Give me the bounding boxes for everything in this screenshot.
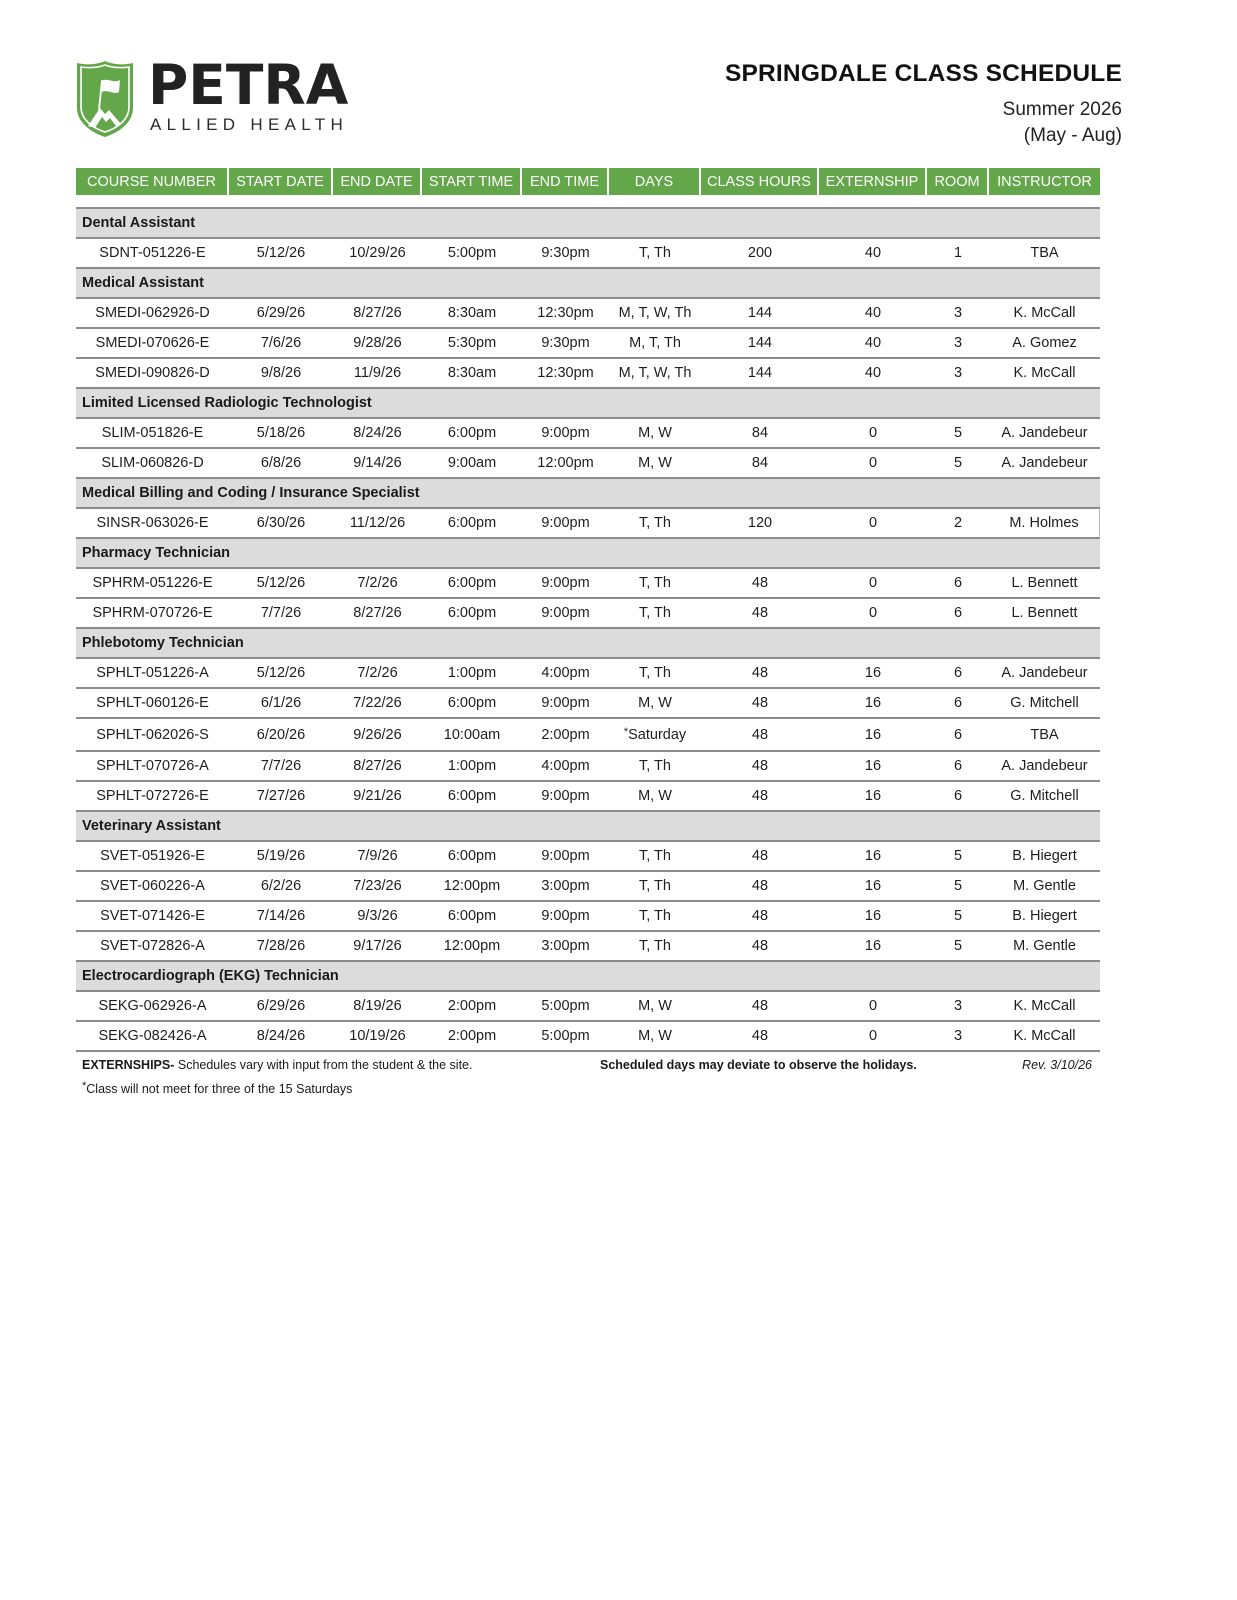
section-header-row [76,539,1100,569]
cell-room: 3 [927,329,989,359]
cell-start-time: 6:00pm [422,782,522,812]
section-title: Limited Licensed Radiologic Technologist [76,389,1100,419]
section-header-row [76,812,1100,842]
cell-end-date: 7/9/26 [333,842,422,872]
column-header-start-date: START DATE [229,168,333,195]
cell-start-date: 6/30/26 [229,509,333,539]
cell-start-date: 5/12/26 [229,239,333,269]
section-header-row [76,389,1100,419]
cell-end-date: 8/24/26 [333,419,422,449]
cell-class-hours: 144 [701,299,819,329]
cell-start-date: 7/27/26 [229,782,333,812]
cell-end-time: 3:00pm [522,932,609,962]
cell-class-hours: 48 [701,872,819,902]
cell-room: 6 [927,782,989,812]
column-header-course-number: COURSE NUMBER [76,168,229,195]
cell-days: M, W [609,782,701,812]
cell-start-date: 6/1/26 [229,689,333,719]
cell-course-number: SVET-071426-E [76,902,229,932]
cell-start-date: 9/8/26 [229,359,333,389]
cell-room: 5 [927,449,989,479]
cell-days: T, Th [609,509,701,539]
cell-end-date: 10/19/26 [333,1022,422,1052]
cell-room: 5 [927,932,989,962]
cell-instructor: A. Jandebeur [989,659,1100,689]
table-row [76,932,1100,962]
cell-room: 1 [927,239,989,269]
cell-externship: 16 [819,689,927,719]
cell-start-date: 6/8/26 [229,449,333,479]
cell-days: T, Th [609,872,701,902]
cell-start-time: 6:00pm [422,902,522,932]
cell-class-hours: 48 [701,932,819,962]
cell-end-time: 12:30pm [522,299,609,329]
cell-instructor: A. Jandebeur [989,752,1100,782]
externships-label: EXTERNSHIPS- [82,1058,175,1072]
cell-externship: 16 [819,752,927,782]
cell-instructor: TBA [989,719,1100,752]
cell-externship: 16 [819,842,927,872]
table-row [76,872,1100,902]
cell-end-time: 4:00pm [522,752,609,782]
spacer-cell [76,195,1100,209]
cell-instructor: L. Bennett [989,569,1100,599]
table-row [76,599,1100,629]
cell-days: T, Th [609,932,701,962]
cell-end-time: 9:00pm [522,419,609,449]
cell-class-hours: 48 [701,902,819,932]
cell-externship: 0 [819,569,927,599]
cell-course-number: SVET-072826-A [76,932,229,962]
cell-instructor: A. Jandebeur [989,419,1100,449]
cell-externship: 40 [819,299,927,329]
cell-externship: 40 [819,239,927,269]
table-row [76,689,1100,719]
section-title: Veterinary Assistant [76,812,1100,842]
cell-end-date: 8/27/26 [333,599,422,629]
section-header-row [76,209,1100,239]
cell-room: 3 [927,1022,989,1052]
cell-start-date: 5/12/26 [229,659,333,689]
cell-start-time: 5:30pm [422,329,522,359]
holidays-note: Scheduled days may deviate to observe the holidays. [600,1058,917,1072]
page-title: SPRINGDALE CLASS SCHEDULE [724,60,1122,87]
cell-days: M, T, W, Th [609,359,701,389]
months-label: (May - Aug) [1023,125,1122,146]
cell-class-hours: 48 [701,752,819,782]
cell-instructor: G. Mitchell [989,689,1100,719]
cell-instructor: A. Gomez [989,329,1100,359]
schedule-table [76,168,1100,1052]
cell-end-date: 9/28/26 [333,329,422,359]
cell-course-number: SINSR-063026-E [76,509,229,539]
cell-end-time: 9:00pm [522,569,609,599]
cell-end-date: 9/26/26 [333,719,422,752]
cell-instructor: K. McCall [989,992,1100,1022]
cell-end-time: 9:00pm [522,689,609,719]
cell-course-number: SEKG-082426-A [76,1022,229,1052]
cell-start-time: 12:00pm [422,872,522,902]
section-header-row [76,629,1100,659]
cell-days: T, Th [609,902,701,932]
cell-start-date: 7/14/26 [229,902,333,932]
cell-start-time: 5:00pm [422,239,522,269]
cell-room: 3 [927,992,989,1022]
cell-externship: 0 [819,1022,927,1052]
asterisk-marker: * [82,1080,87,1092]
cell-externship: 16 [819,782,927,812]
cell-end-time: 9:30pm [522,329,609,359]
cell-start-date: 7/28/26 [229,932,333,962]
cell-externship: 0 [819,599,927,629]
cell-room: 6 [927,719,989,752]
cell-start-date: 5/18/26 [229,419,333,449]
cell-course-number: SMEDI-070626-E [76,329,229,359]
cell-start-time: 2:00pm [422,1022,522,1052]
cell-end-time: 9:00pm [522,782,609,812]
table-row [76,449,1100,479]
column-header-days: DAYS [609,168,701,195]
cell-start-time: 6:00pm [422,509,522,539]
cell-end-date: 8/27/26 [333,752,422,782]
cell-class-hours: 120 [701,509,819,539]
cell-course-number: SPHLT-070726-A [76,752,229,782]
cell-end-date: 9/3/26 [333,902,422,932]
cell-days: M, W [609,449,701,479]
cell-days: M, W [609,992,701,1022]
cell-start-time: 9:00am [422,449,522,479]
cell-start-date: 6/2/26 [229,872,333,902]
cell-start-time: 1:00pm [422,752,522,782]
cell-course-number: SVET-060226-A [76,872,229,902]
column-header-room: ROOM [927,168,989,195]
section-header-row [76,479,1100,509]
cell-externship: 16 [819,719,927,752]
cell-start-time: 1:00pm [422,659,522,689]
section-title: Medical Billing and Coding / Insurance Specialist [76,479,1100,509]
table-row [76,842,1100,872]
table-row [76,239,1100,269]
column-header-instructor: INSTRUCTOR [989,168,1100,195]
cell-course-number: SPHLT-051226-A [76,659,229,689]
column-header-end-date: END DATE [333,168,422,195]
cell-start-time: 8:30am [422,359,522,389]
cell-end-date: 7/2/26 [333,659,422,689]
cell-room: 6 [927,689,989,719]
table-row [76,752,1100,782]
cell-room: 3 [927,359,989,389]
shield-flag-icon [76,60,134,143]
cell-instructor: K. McCall [989,359,1100,389]
cell-room: 6 [927,752,989,782]
saturday-note-text: Class will not meet for three of the 15 Saturdays [86,1082,353,1096]
cell-instructor: M. Gentle [989,872,1100,902]
cell-end-time: 4:00pm [522,659,609,689]
days-text: Saturday [628,727,687,743]
cell-course-number: SMEDI-090826-D [76,359,229,389]
cell-course-number: SPHLT-062026-S [76,719,229,752]
cell-course-number: SMEDI-062926-D [76,299,229,329]
externships-note [82,1058,472,1072]
cell-course-number: SPHLT-060126-E [76,689,229,719]
column-header-start-time: START TIME [422,168,522,195]
table-row [76,509,1100,539]
cell-days: T, Th [609,659,701,689]
table-row [76,329,1100,359]
cell-start-date: 6/29/26 [229,992,333,1022]
cell-end-time: 5:00pm [522,1022,609,1052]
cell-class-hours: 84 [701,419,819,449]
section-title: Electrocardiograph (EKG) Technician [76,962,1100,992]
cell-room: 3 [927,299,989,329]
cell-start-date: 7/6/26 [229,329,333,359]
cell-class-hours: 48 [701,569,819,599]
cell-end-time: 9:30pm [522,239,609,269]
cell-end-date: 7/22/26 [333,689,422,719]
cell-instructor: M. Gentle [989,932,1100,962]
cell-end-time: 5:00pm [522,992,609,1022]
cell-start-date: 8/24/26 [229,1022,333,1052]
section-title: Medical Assistant [76,269,1100,299]
cell-days: M, W [609,689,701,719]
externships-text: Schedules vary with input from the student & the site. [174,1058,473,1072]
table-row [76,719,1100,752]
cell-class-hours: 48 [701,782,819,812]
table-row [76,359,1100,389]
table-row [76,782,1100,812]
cell-end-date: 7/2/26 [333,569,422,599]
table-row [76,902,1100,932]
cell-start-time: 6:00pm [422,689,522,719]
title-block [725,60,1122,149]
cell-course-number: SDNT-051226-E [76,239,229,269]
asterisk-marker: * [623,726,629,738]
cell-class-hours: 48 [701,599,819,629]
cell-end-date: 9/17/26 [333,932,422,962]
cell-course-number: SPHLT-072726-E [76,782,229,812]
cell-days: M, T, W, Th [609,299,701,329]
table-row [76,1022,1100,1052]
cell-class-hours: 48 [701,992,819,1022]
cell-days: T, Th [609,752,701,782]
cell-instructor: K. McCall [989,1022,1100,1052]
cell-course-number: SEKG-062926-A [76,992,229,1022]
cell-end-date: 10/29/26 [333,239,422,269]
section-header-row [76,962,1100,992]
cell-instructor: B. Hiegert [989,902,1100,932]
cell-course-number: SPHRM-070726-E [76,599,229,629]
cell-instructor: A. Jandebeur [989,449,1100,479]
cell-class-hours: 48 [701,659,819,689]
cell-externship: 16 [819,932,927,962]
cell-start-time: 6:00pm [422,569,522,599]
logo-name: PETRA [148,53,349,117]
cell-start-date: 6/29/26 [229,299,333,329]
cell-externship: 16 [819,902,927,932]
cell-room: 5 [927,902,989,932]
cell-instructor: L. Bennett [989,599,1100,629]
term-label: Summer 2026 [1002,99,1122,120]
section-title: Pharmacy Technician [76,539,1100,569]
cell-externship: 16 [819,659,927,689]
cell-instructor: G. Mitchell [989,782,1100,812]
cell-days: T, Th [609,842,701,872]
cell-end-date: 9/21/26 [333,782,422,812]
cell-room: 5 [927,842,989,872]
cell-end-date: 11/9/26 [333,359,422,389]
cell-course-number: SPHRM-051226-E [76,569,229,599]
cell-start-time: 12:00pm [422,932,522,962]
cell-start-date: 5/19/26 [229,842,333,872]
cell-start-date: 5/12/26 [229,569,333,599]
column-header-externship: EXTERNSHIP [819,168,927,195]
cell-end-time: 2:00pm [522,719,609,752]
cell-end-time: 9:00pm [522,599,609,629]
cell-end-time: 12:00pm [522,449,609,479]
cell-days: T, Th [609,239,701,269]
cell-start-date: 6/20/26 [229,719,333,752]
cell-start-date: 7/7/26 [229,752,333,782]
petra-logo [76,53,349,143]
cell-end-date: 8/27/26 [333,299,422,329]
cell-instructor: B. Hiegert [989,842,1100,872]
logo-subtitle: ALLIED HEALTH [150,115,349,134]
cell-end-date: 11/12/26 [333,509,422,539]
cell-room: 5 [927,419,989,449]
cell-end-date: 7/23/26 [333,872,422,902]
cell-class-hours: 200 [701,239,819,269]
section-header-row [76,269,1100,299]
cell-class-hours: 48 [701,1022,819,1052]
table-header-row [76,168,1100,195]
cell-class-hours: 48 [701,689,819,719]
cell-class-hours: 144 [701,359,819,389]
cell-room: 5 [927,872,989,902]
cell-start-time: 10:00am [422,719,522,752]
cell-end-date: 8/19/26 [333,992,422,1022]
table-row [76,299,1100,329]
cell-end-date: 9/14/26 [333,449,422,479]
cell-class-hours: 84 [701,449,819,479]
cell-start-time: 8:30am [422,299,522,329]
cell-course-number: SLIM-060826-D [76,449,229,479]
cell-end-time: 9:00pm [522,509,609,539]
cell-end-time: 9:00pm [522,902,609,932]
cell-start-time: 6:00pm [422,842,522,872]
cell-instructor: TBA [989,239,1100,269]
cell-end-time: 9:00pm [522,842,609,872]
cell-class-hours: 144 [701,329,819,359]
cell-room: 6 [927,599,989,629]
cell-course-number: SVET-051926-E [76,842,229,872]
cell-days [609,719,701,752]
saturday-note [82,1080,352,1096]
cell-start-date: 7/7/26 [229,599,333,629]
table-row [76,659,1100,689]
cell-end-time: 3:00pm [522,872,609,902]
cell-class-hours: 48 [701,719,819,752]
cell-end-time: 12:30pm [522,359,609,389]
cell-days: T, Th [609,569,701,599]
cell-days: M, T, Th [609,329,701,359]
table-row [76,569,1100,599]
cell-room: 6 [927,569,989,599]
section-title: Phlebotomy Technician [76,629,1100,659]
table-row [76,419,1100,449]
cell-days: T, Th [609,599,701,629]
cell-externship: 40 [819,359,927,389]
revision-label: Rev. 3/10/26 [1022,1058,1092,1072]
cell-class-hours: 48 [701,842,819,872]
column-header-end-time: END TIME [522,168,609,195]
cell-start-time: 6:00pm [422,419,522,449]
cell-days: M, W [609,419,701,449]
cell-instructor: M. Holmes [989,509,1100,539]
header-spacer [76,195,1100,209]
cell-days: M, W [609,1022,701,1052]
cell-start-time: 2:00pm [422,992,522,1022]
cell-room: 2 [927,509,989,539]
cell-start-time: 6:00pm [422,599,522,629]
cell-externship: 0 [819,419,927,449]
cell-externship: 40 [819,329,927,359]
table-row [76,992,1100,1022]
cell-externship: 16 [819,872,927,902]
cell-instructor: K. McCall [989,299,1100,329]
cell-room: 6 [927,659,989,689]
cell-course-number: SLIM-051826-E [76,419,229,449]
cell-externship: 0 [819,509,927,539]
cell-externship: 0 [819,992,927,1022]
column-header-class-hours: CLASS HOURS [701,168,819,195]
cell-externship: 0 [819,449,927,479]
section-title: Dental Assistant [76,209,1100,239]
